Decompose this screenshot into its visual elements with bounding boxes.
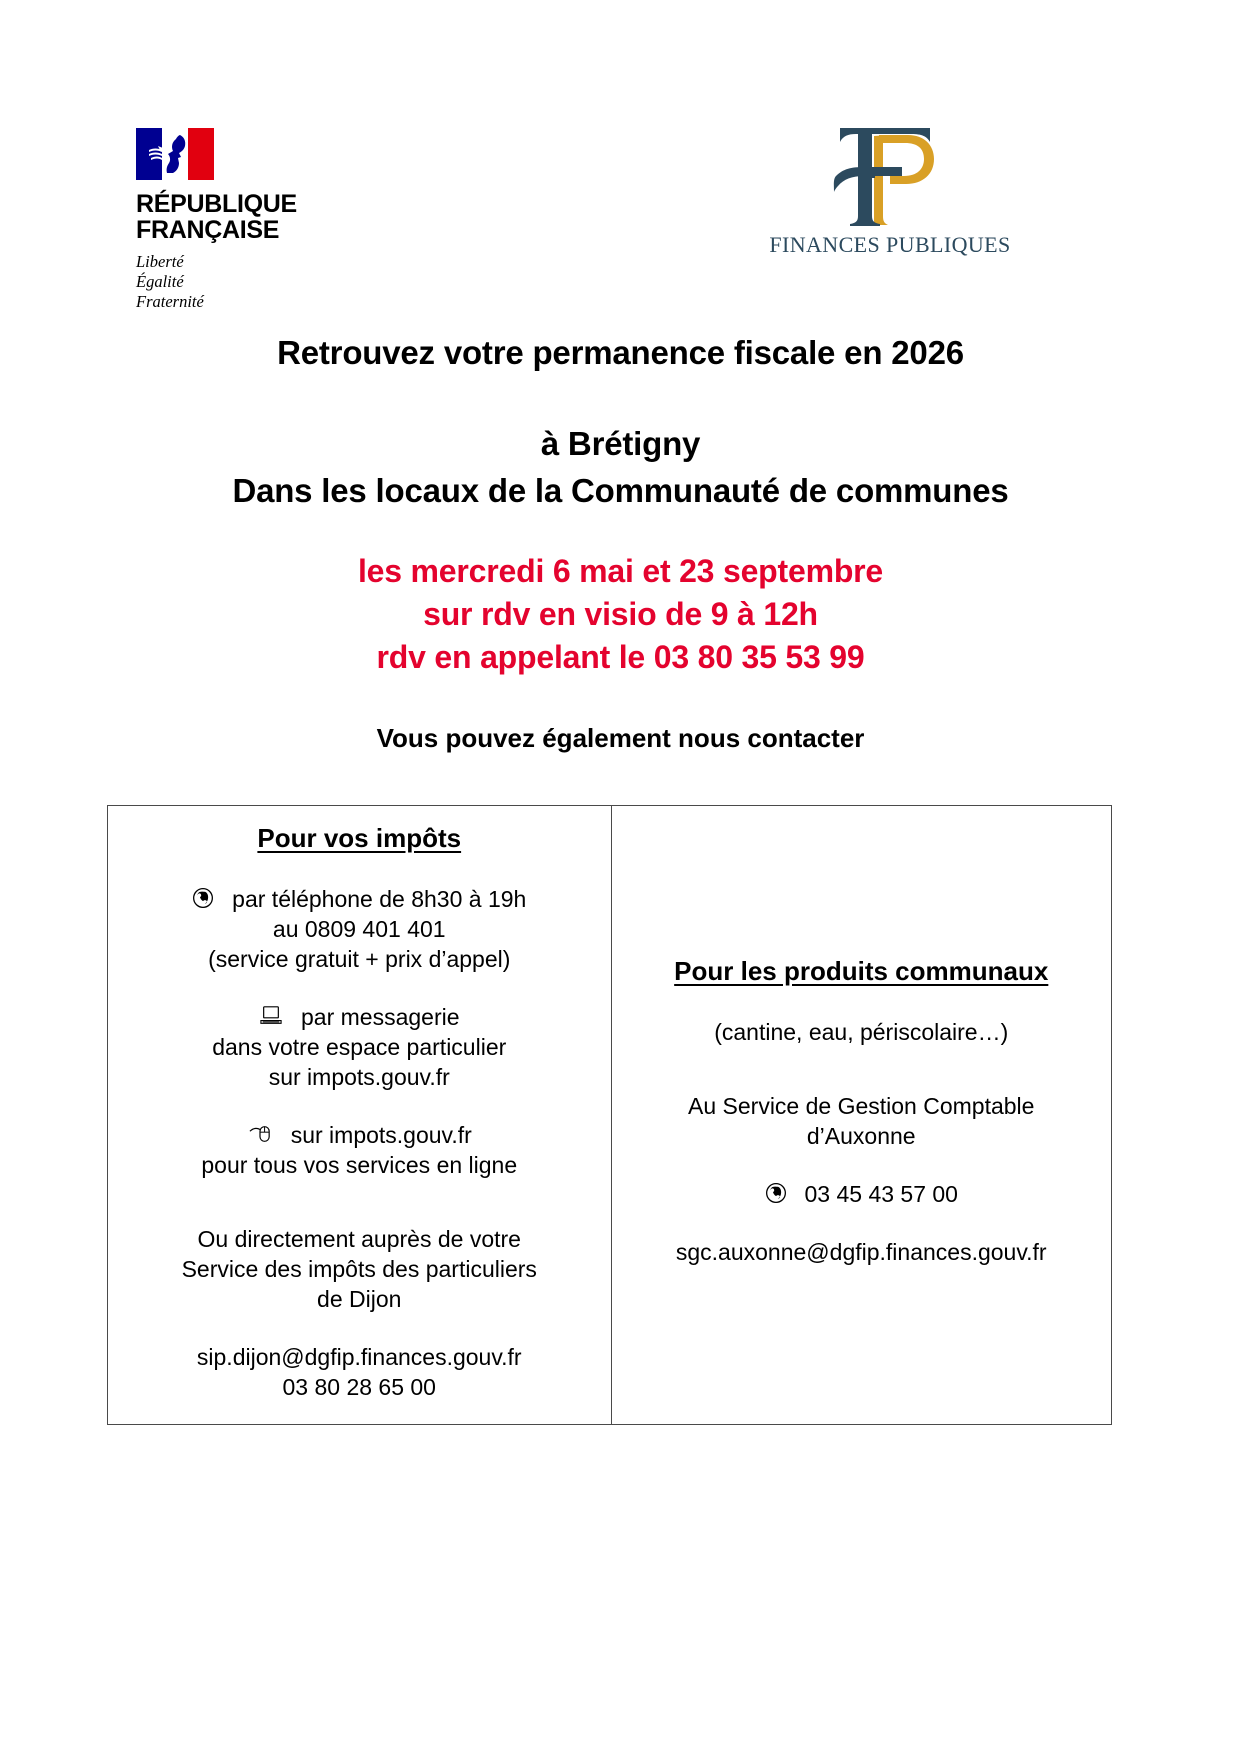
telephone-icon <box>765 1182 787 1204</box>
sip-line3: de Dijon <box>317 1286 402 1312</box>
republic-motto <box>136 252 386 312</box>
motto-liberte: Liberté <box>136 252 184 271</box>
impots-web-row <box>118 1120 601 1150</box>
impots-phone-number: au 0809 401 401 <box>272 916 446 942</box>
republique-francaise-logo <box>136 128 386 312</box>
republic-name <box>136 191 386 243</box>
impots-phone-note: (service gratuit + prix d’appel) <box>208 946 511 972</box>
impots-messagerie-line2: dans votre espace particulier <box>212 1034 507 1060</box>
impots-messagerie-text: par messagerie <box>300 1004 460 1030</box>
motto-egalite: Égalité <box>136 272 184 291</box>
page-title: Retrouvez votre permanence fiscale en 2026 <box>277 334 964 371</box>
sip-email[interactable]: sip.dijon@dgfip.finances.gouv.fr <box>196 1344 522 1370</box>
motto-fraternite: Fraternité <box>136 292 204 311</box>
impots-web-text: sur impots.gouv.fr <box>290 1122 472 1148</box>
schedule-dates: les mercredi 6 mai et 23 septembre <box>357 553 884 589</box>
title-section <box>0 330 1241 755</box>
finances-publiques-title <box>740 232 1040 258</box>
contact-cell-produits-communaux <box>612 806 1111 1424</box>
republic-name-line1: RÉPUBLIQUE <box>136 190 297 218</box>
schedule-phone: rdv en appelant le 03 80 35 53 99 <box>376 639 865 675</box>
location-line-1: à Brétigny <box>540 425 701 462</box>
sip-line2: Service des impôts des particuliers <box>181 1256 537 1282</box>
produits-heading: Pour les produits communaux <box>674 956 1049 986</box>
impots-messagerie-line3: sur impots.gouv.fr <box>268 1064 450 1090</box>
schedule-hours: sur rdv en visio de 9 à 12h <box>423 596 818 632</box>
produits-subtitle: (cantine, eau, périscolaire…) <box>714 1019 1009 1045</box>
impots-messagerie-row <box>118 1002 601 1032</box>
document-header <box>0 0 1241 320</box>
sip-phone: 03 80 28 65 00 <box>282 1374 436 1400</box>
finances-publiques-logo <box>740 120 1040 258</box>
french-flag-marianne-icon <box>136 128 214 180</box>
contact-table <box>107 805 1112 1425</box>
contact-cell-impots <box>108 806 612 1424</box>
impots-phone-row <box>118 884 601 914</box>
sgc-email[interactable]: sgc.auxonne@dgfip.finances.gouv.fr <box>675 1239 1047 1265</box>
telephone-icon <box>192 887 214 909</box>
republic-name-line2: FRANÇAISE <box>136 216 280 244</box>
sgc-phone-number: 03 45 43 57 00 <box>804 1181 958 1207</box>
mouse-icon <box>247 1123 273 1145</box>
impots-heading: Pour vos impôts <box>257 823 462 853</box>
sgc-phone-row <box>622 1179 1101 1209</box>
contact-intro: Vous pouvez également nous contacter <box>376 723 865 753</box>
computer-icon <box>259 1005 283 1027</box>
sgc-line1: Au Service de Gestion Comptable <box>688 1093 1035 1119</box>
sip-line1: Ou directement auprès de votre <box>197 1226 521 1252</box>
impots-web-line2: pour tous vos services en ligne <box>201 1152 518 1178</box>
location-line-2: Dans les locaux de la Communauté de communes <box>232 472 1009 509</box>
sgc-line2: d’Auxonne <box>806 1123 916 1149</box>
impots-phone-text: par téléphone de 8h30 à 19h <box>232 886 527 912</box>
fp-monogram-icon <box>810 120 970 230</box>
fp-title-text: FINANCES PUBLIQUES <box>769 232 1011 257</box>
